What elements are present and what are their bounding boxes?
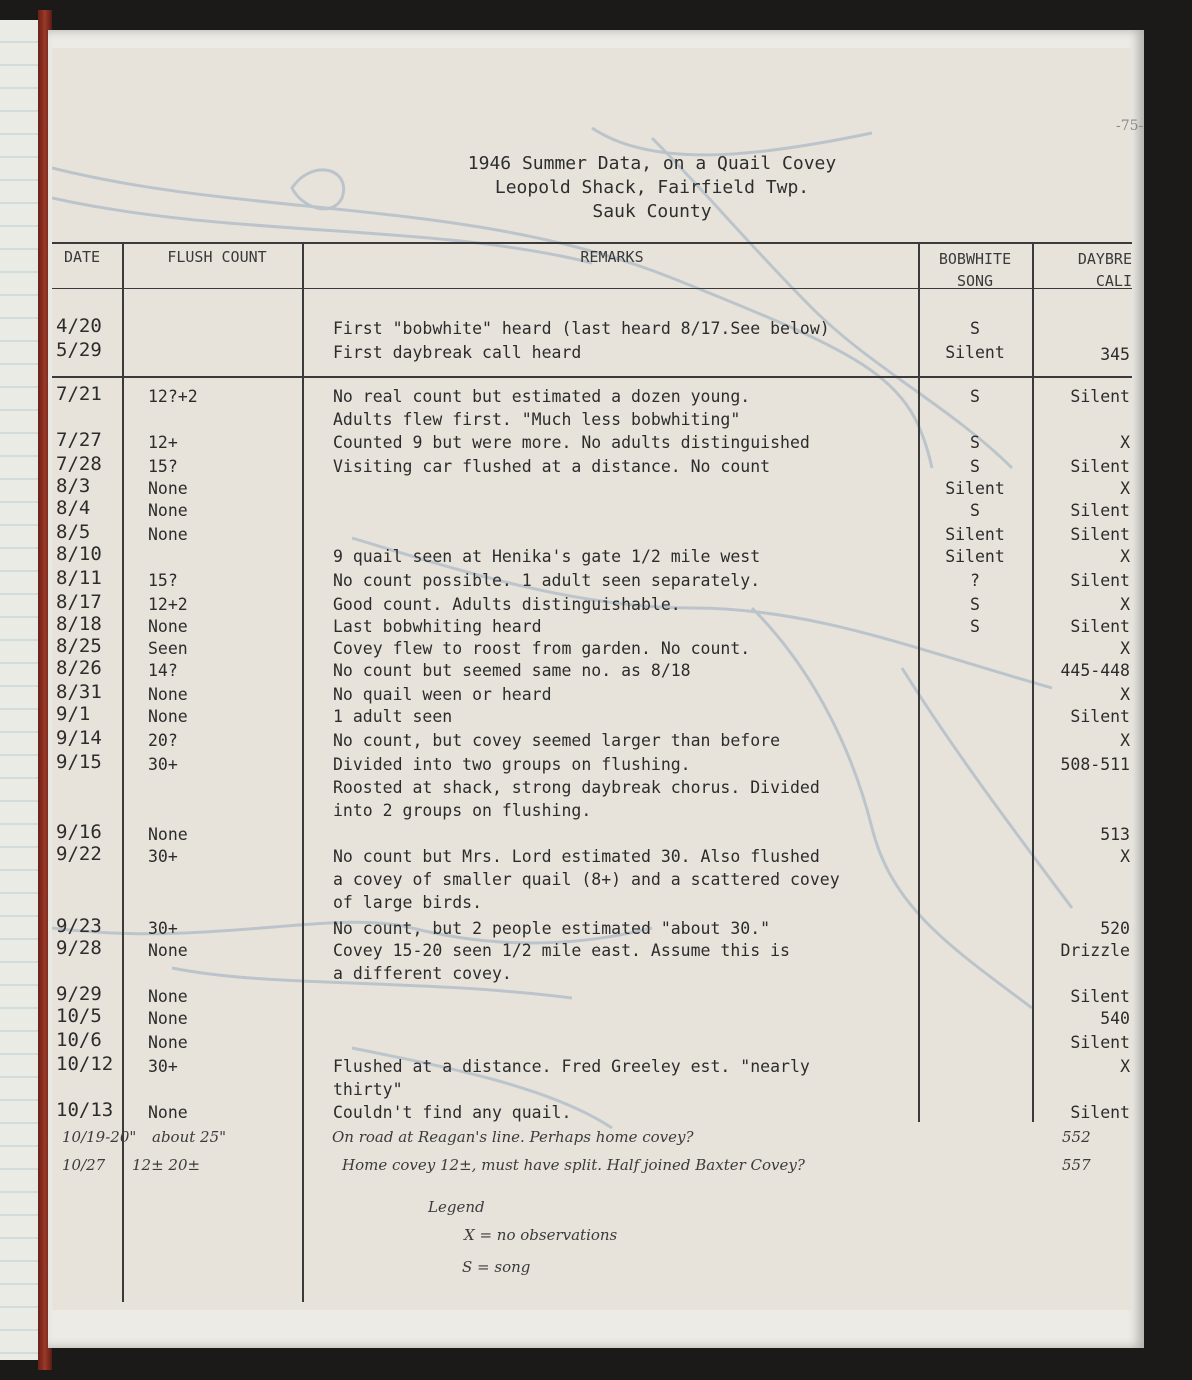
row-bobwhite-song: ? xyxy=(970,571,980,590)
row-remark-line: 9 quail seen at Henika's gate 1/2 mile west xyxy=(333,547,761,566)
row-flush-count: None xyxy=(148,707,188,726)
row-daybreak-call: Silent xyxy=(1070,501,1130,520)
row-date: 9/16 xyxy=(56,821,102,843)
row-flush-count: None xyxy=(148,941,188,960)
row-flush-count: 30+ xyxy=(148,1057,178,1076)
section-rule-1 xyxy=(52,376,1132,378)
row-remark-line: No count but Mrs. Lord estimated 30. Also flushed xyxy=(333,847,820,866)
row-date: 8/3 xyxy=(56,475,91,497)
row-flush-count: None xyxy=(148,479,188,498)
row-date: 9/15 xyxy=(56,751,102,773)
title-line-2: Leopold Shack, Fairfield Twp. xyxy=(494,177,810,198)
row-remark-line: Last bobwhiting heard xyxy=(333,617,542,636)
row-bobwhite-song: S xyxy=(970,501,980,520)
row-flush-count: None xyxy=(148,685,188,704)
row-daybreak-call: Silent xyxy=(1070,707,1130,726)
row-flush-count: Seen xyxy=(148,639,188,658)
row-daybreak-call: 508-511 xyxy=(1060,755,1130,774)
row-flush-count: None xyxy=(148,1033,188,1052)
row-remark-line: Divided into two groups on flushing. xyxy=(333,755,691,774)
row-flush-count: None xyxy=(148,501,188,520)
row-daybreak-call: 520 xyxy=(1100,919,1130,938)
row-date: 8/11 xyxy=(56,567,102,589)
row-date: 8/31 xyxy=(56,681,102,703)
row-flush-count: None xyxy=(148,525,188,544)
row-flush-count: 20? xyxy=(148,731,178,750)
row-date: 10/13 xyxy=(56,1099,114,1121)
row-bobwhite-song: S xyxy=(970,387,980,406)
row-daybreak-call: Silent xyxy=(1070,525,1130,544)
row-remark-line: No quail ween or heard xyxy=(333,685,552,704)
row-date: 8/5 xyxy=(56,521,91,543)
row-remark-line: No count, but 2 people estimated "about 30." xyxy=(333,919,771,938)
row-remark-line: Adults flew first. "Much less bobwhiting" xyxy=(333,409,741,429)
row-daybreak-call: Silent xyxy=(1070,571,1130,590)
row-bobwhite-song: S xyxy=(970,617,980,636)
row-bobwhite-song: Silent xyxy=(945,547,1005,566)
row-remark-line: Roosted at shack, strong daybreak chorus. Divided xyxy=(333,777,820,797)
row-bobwhite-song: S xyxy=(970,595,980,614)
row-date: 8/4 xyxy=(56,497,91,519)
page-number-mark: -75- xyxy=(1116,118,1144,134)
row-remark-line: Counted 9 but were more. No adults distinguished xyxy=(333,433,810,452)
row-date: 7/21 xyxy=(56,383,102,405)
row-date: 9/29 xyxy=(56,983,102,1005)
header-daybreak: DAYBRE xyxy=(1077,250,1132,268)
row-remark-line: First "bobwhite" heard (last heard 8/17.See below) xyxy=(333,319,830,338)
header-date: DATE xyxy=(63,248,101,266)
row-daybreak-call: 540 xyxy=(1100,1009,1130,1028)
row-daybreak-call: 445-448 xyxy=(1060,661,1130,680)
row-flush-count: 30+ xyxy=(148,755,178,774)
row-remark-line: No real count but estimated a dozen young. xyxy=(333,387,751,406)
col-rule-remarks xyxy=(918,242,920,1122)
handwritten-date-1: 10/19-20" xyxy=(62,1128,137,1146)
row-bobwhite-song: S xyxy=(970,433,980,452)
row-flush-count: None xyxy=(148,1009,188,1028)
row-date: 8/25 xyxy=(56,635,102,657)
row-flush-count: None xyxy=(148,987,188,1006)
row-date: 9/1 xyxy=(56,703,91,725)
table-top-rule xyxy=(52,242,1132,244)
row-remark-line: No count, but covey seemed larger than before xyxy=(333,731,781,750)
row-bobwhite-song: Silent xyxy=(945,525,1005,544)
row-daybreak-call: X xyxy=(1120,547,1130,566)
row-daybreak-call: X xyxy=(1120,1057,1130,1076)
row-date: 7/27 xyxy=(56,429,102,451)
row-bobwhite-song: Silent xyxy=(945,343,1005,362)
row-date: 9/23 xyxy=(56,915,102,937)
handwritten-remark-2: Home covey 12±, must have split. Half joined Baxter Covey? xyxy=(342,1156,805,1174)
row-date: 10/6 xyxy=(56,1029,102,1051)
header-flush-count: FLUSH COUNT xyxy=(167,248,267,266)
row-remark-line: Couldn't find any quail. xyxy=(333,1103,572,1122)
header-call: CALI xyxy=(1095,272,1132,290)
handwritten-call-1: 552 xyxy=(1062,1128,1091,1146)
row-bobwhite-song: S xyxy=(970,457,980,476)
row-date: 10/12 xyxy=(56,1053,114,1075)
row-remark-line: a different covey. xyxy=(333,963,512,983)
row-date: 5/29 xyxy=(56,339,102,361)
row-remark-line: into 2 groups on flushing. xyxy=(333,800,592,820)
row-flush-count: 12?+2 xyxy=(148,387,198,406)
row-remark-line: No count possible. 1 adult seen separately. xyxy=(333,571,761,590)
row-flush-count: 12+2 xyxy=(148,595,188,614)
title-line-1: 1946 Summer Data, on a Quail Covey xyxy=(467,153,837,174)
header-remarks: REMARKS xyxy=(580,248,644,266)
title-line-3: Sauk County xyxy=(592,201,712,222)
row-daybreak-call: X xyxy=(1120,685,1130,704)
handwritten-date-2: 10/27 xyxy=(62,1156,106,1174)
row-daybreak-call: Silent xyxy=(1070,987,1130,1006)
row-remark-line: 1 adult seen xyxy=(333,707,453,726)
row-date: 9/22 xyxy=(56,843,102,865)
row-daybreak-call: X xyxy=(1120,479,1130,498)
row-remark-line: thirty" xyxy=(333,1079,403,1099)
row-daybreak-call: X xyxy=(1120,639,1130,658)
row-daybreak-call: Drizzle xyxy=(1060,941,1130,960)
row-date: 8/17 xyxy=(56,591,102,613)
row-flush-count: 30+ xyxy=(148,919,178,938)
row-remark-line: Covey 15-20 seen 1/2 mile east. Assume this is xyxy=(333,941,790,960)
handwritten-remark-1: On road at Reagan's line. Perhaps home covey? xyxy=(332,1128,694,1146)
row-flush-count: 14? xyxy=(148,661,178,680)
row-remark-line: of large birds. xyxy=(333,892,483,912)
row-flush-count: 15? xyxy=(148,457,178,476)
row-flush-count: 12+ xyxy=(148,433,178,452)
row-date: 8/26 xyxy=(56,657,102,679)
handwritten-count-1: about 25" xyxy=(152,1128,227,1146)
row-daybreak-call: Silent xyxy=(1070,387,1130,406)
row-date: 4/20 xyxy=(56,315,102,337)
row-flush-count: 15? xyxy=(148,571,178,590)
row-date: 7/28 xyxy=(56,453,102,475)
row-date: 8/10 xyxy=(56,543,102,565)
row-remark-line: Covey flew to roost from garden. No count. xyxy=(333,639,751,658)
row-flush-count: None xyxy=(148,825,188,844)
row-daybreak-call: X xyxy=(1120,731,1130,750)
row-date: 9/28 xyxy=(56,937,102,959)
row-daybreak-call: X xyxy=(1120,847,1130,866)
row-remark-line: Flushed at a distance. Fred Greeley est. "nearly xyxy=(333,1057,810,1076)
row-remark-line: Visiting car flushed at a distance. No count xyxy=(333,457,771,476)
row-bobwhite-song: S xyxy=(970,319,980,338)
row-daybreak-call: Silent xyxy=(1070,617,1130,636)
row-flush-count: 30+ xyxy=(148,847,178,866)
data-sheet xyxy=(52,48,1144,1310)
row-daybreak-call: X xyxy=(1120,595,1130,614)
row-date: 9/14 xyxy=(56,727,102,749)
legend-title: Legend xyxy=(428,1198,485,1216)
header-bobwhite: BOBWHITE xyxy=(938,250,1012,268)
row-remark-line: Good count. Adults distinguishable. xyxy=(333,595,681,614)
row-daybreak-call: 513 xyxy=(1100,825,1130,844)
row-daybreak-call: Silent xyxy=(1070,457,1130,476)
row-daybreak-call: X xyxy=(1120,433,1130,452)
row-bobwhite-song: Silent xyxy=(945,479,1005,498)
handwritten-call-2: 557 xyxy=(1062,1156,1091,1174)
row-date: 8/18 xyxy=(56,613,102,635)
row-remark-line: First daybreak call heard xyxy=(333,343,582,362)
row-date: 10/5 xyxy=(56,1005,102,1027)
row-remark-line: No count but seemed same no. as 8/18 xyxy=(333,661,691,680)
legend-item-s: S = song xyxy=(462,1258,531,1276)
legend-item-x: X = no observations xyxy=(464,1226,618,1244)
col-rule-flush xyxy=(302,242,304,1302)
row-flush-count: None xyxy=(148,1103,188,1122)
row-remark-line: a covey of smaller quail (8+) and a scattered covey xyxy=(333,869,840,889)
handwritten-count-2: 12± 20± xyxy=(132,1156,201,1174)
header-song: SONG xyxy=(956,272,994,290)
row-daybreak-call: 345 xyxy=(1100,345,1130,364)
row-daybreak-call: Silent xyxy=(1070,1033,1130,1052)
row-daybreak-call: Silent xyxy=(1070,1103,1130,1122)
row-flush-count: None xyxy=(148,617,188,636)
